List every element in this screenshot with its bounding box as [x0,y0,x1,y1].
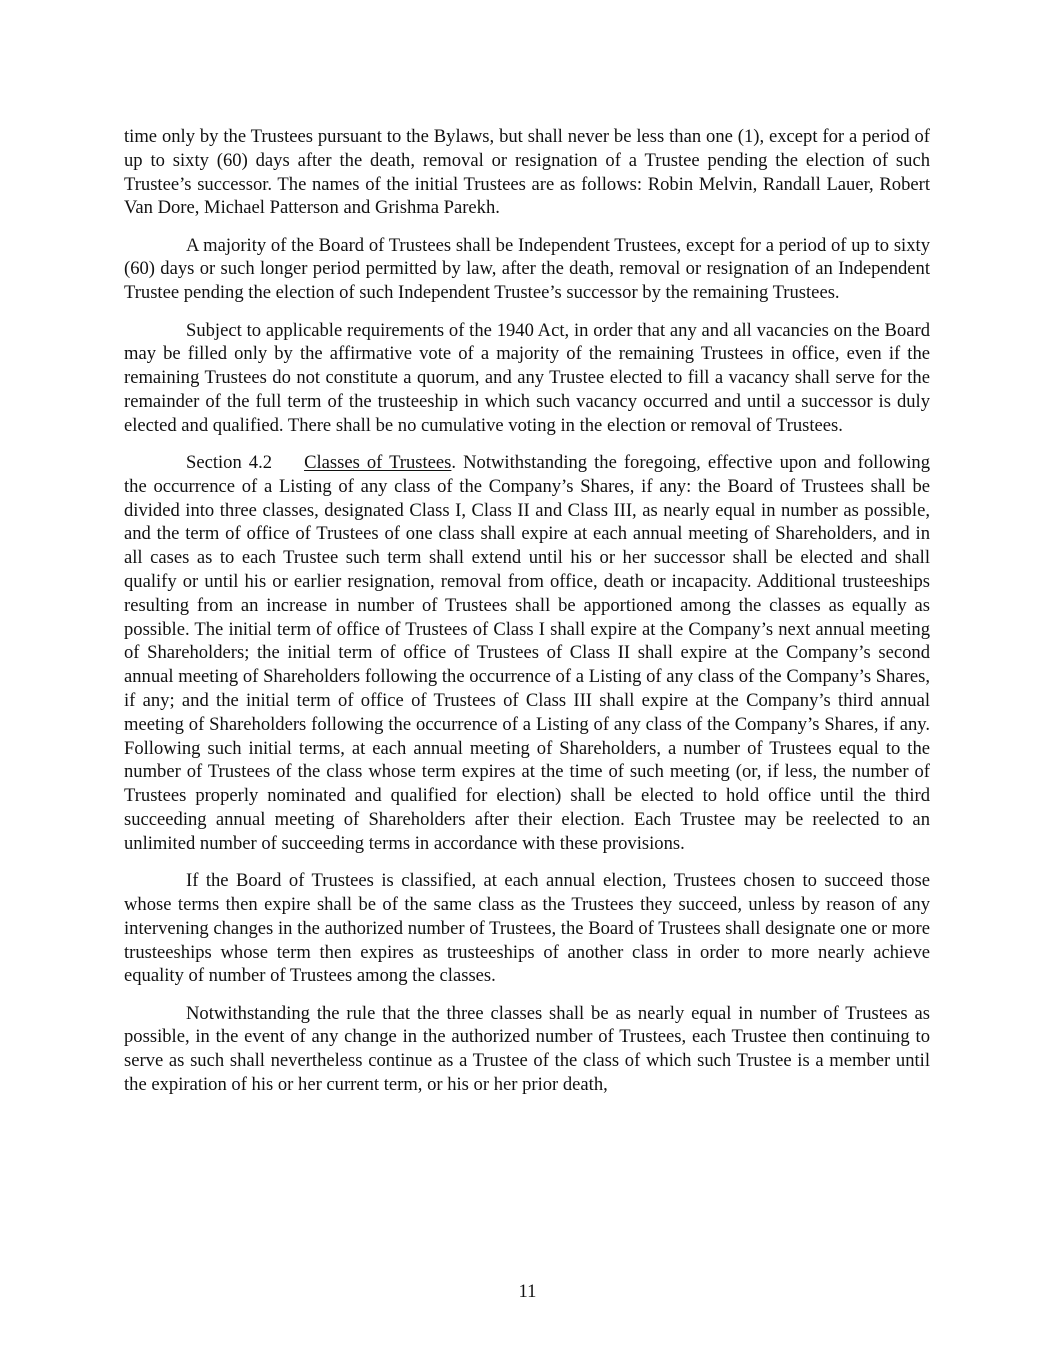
document-page [124,125,930,1110]
section-body: Notwithstanding the foregoing, effective upon and following the occurrence of a Listing of any class of the Company’s Shares, if any: the Board of Trustees shall be divided into three classes, designated Class I, Class II and Class III, as nearly equal in number as possible, and the term of office of Trustees of one class shall expire at each annual meeting of Shareholders, and in all cases as to each Trustee such term shall extend until his or her successor shall be elected and shall qualify or until his or earlier resignation, removal from office, death or incapacity. Additional trusteeships resulting from an increase in number of Trustees shall be apportioned among the classes as equally as possible. The initial term of office of Trustees of Class I shall expire at the Company’s next annual meeting of Shareholders; the initial term of office of Trustees of Class II shall expire at the Company’s second annual meeting of Shareholders following the occurrence of a Listing of any class of the Company’s Shares, if any; and the initial term of office of Trustees of Class III shall expire at the Company’s third annual meeting of Shareholders following the occurrence of a Listing of any class of the Company’s Shares, if any. Following such initial terms, at each annual meeting of Shareholders, a number of Trustees equal to the number of Trustees of the class whose term expires at the time of such meeting (or, if less, the number of Trustees properly nominated and qualified for election) shall be elected to hold office until the third succeeding annual meeting of Shareholders after their election. Each Trustee may be reelected to an unlimited number of succeeding terms in accordance with these provisions. [124,452,930,854]
page-number: 11 [518,1281,537,1302]
section-number: Section 4.2 [186,452,273,474]
section-4-2-paragraph [124,451,930,856]
paragraph-independent-trustees: A majority of the Board of Trustees shall be Independent Trustees, except for a period of up to sixty (60) days or such longer period permitted by law, after the death, removal or resignation of an Independent Trustee pending the election of such Independent Trustee’s successor by the remaining Trustees. [124,234,930,304]
paragraph-classified-board: If the Board of Trustees is classified, at each annual election, Trustees chosen to succeed those whose terms then expire shall be of the same class as the Trustees they succeed, unless by reason of any intervening changes in the authorized number of Trustees, the Board of Trustees shall designate one or more trusteeships whose term then expires as trusteeships of another class in order to more nearly achieve equality of number of Trustees among the classes. [124,870,930,987]
section-heading-period: . [451,452,457,474]
paragraph-notwithstanding: Notwithstanding the rule that the three classes shall be as nearly equal in number of Trustees as possible, in the event of any change in the authorized number of Trustees, each Trustee then continuing to serve as such shall nevertheless continue as a Trustee of the class of which such Trustee is a member until the expiration of his or her current term, or his or her prior death, [124,1002,930,1095]
section-heading: Classes of Trustees [304,452,452,474]
paragraph-continuation: time only by the Trustees pursuant to the Bylaws, but shall never be less than one (1), except for a period of up to sixty (60) days after the death, removal or resignation of a Trustee pending the election of such Trustee’s successor. The names of the initial Trustees are as follows: Robin Melvin, Randall Lauer, Robert Van Dore, Michael Patterson and Grishma Parekh. [124,126,930,219]
paragraph-vacancies: Subject to applicable requirements of the 1940 Act, in order that any and all vacancies on the Board may be filled only by the affirmative vote of a majority of the remaining Trustees in office, even if the remaining Trustees do not constitute a quorum, and any Trustee elected to fill a vacancy shall serve for the remainder of the full term of the trusteeship in which such vacancy occurred and until a successor is duly elected and qualified. There shall be no cumulative voting in the election or removal of Trustees. [124,319,930,436]
